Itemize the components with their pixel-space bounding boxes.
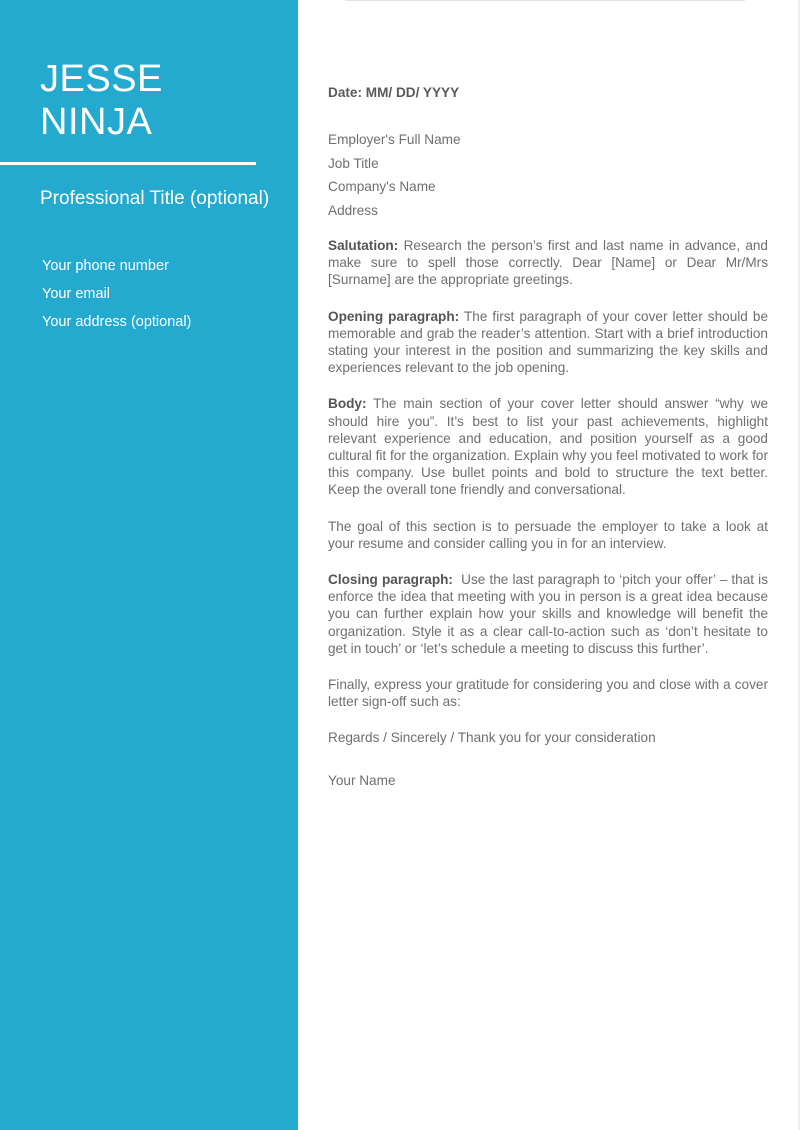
body-paragraph: [328, 395, 768, 498]
contact-info: [42, 256, 191, 340]
your-name-line: Your Name: [328, 772, 396, 788]
contact-phone: Your phone number: [42, 258, 169, 274]
closing-text: Use the last paragraph to ‘pitch your offer’ – that is enforce the idea that meeting with you in person is a great idea because you can further explain how your skills and knowledge will benefit the organization. Style it as a clear call-to-action such as ‘don’t hesitate to get in touch’ or ‘let’s schedule a meeting to discuss this further’.: [328, 572, 768, 656]
applicant-name: [40, 58, 163, 144]
goal-paragraph: The goal of this section is to persuade the employer to take a look at your resume and consider calling you in for an interview.: [328, 518, 768, 551]
salutation-text: Research the person’s first and last name in advance, and make sure to spell those correctly. Dear [Name] or Dear Mr/Mrs [Surname] are the appropriate greetings.: [328, 238, 768, 288]
professional-title: Professional Title (optional): [40, 188, 270, 209]
employer-block: [328, 128, 768, 222]
opening-paragraph: [328, 308, 768, 377]
applicant-first-name: JESSE: [40, 58, 163, 100]
salutation-paragraph: [328, 237, 768, 289]
top-edge-line: [345, 0, 745, 1]
body-text: The main section of your cover letter should answer “why we should hire you”. It’s best to list your past achievements, highlight relevant experience and education, and position yourself as a good cultural fit for the organization. Explain why you feel motivated to work for this company. Use bullet points and bold to structure the text better. Keep the overall tone friendly and conversational.: [328, 396, 769, 498]
finally-paragraph: Finally, express your gratitude for considering you and close with a cover letter sign-off such as:: [328, 677, 768, 710]
employer-address: Address: [328, 202, 378, 218]
closing-paragraph: [328, 571, 768, 657]
closing-label: Closing paragraph:: [328, 572, 453, 588]
employer-full-name: Employer's Full Name: [328, 132, 461, 147]
sidebar-divider: [0, 162, 256, 165]
sidebar: [0, 0, 298, 1130]
employer-company: Company's Name: [328, 179, 436, 194]
signoff-line: Regards / Sincerely / Thank you for your consideration: [328, 730, 656, 746]
salutation-label: Salutation:: [328, 238, 399, 253]
body-label: Body:: [328, 396, 367, 412]
contact-email: Your email: [42, 286, 110, 302]
employer-job-title: Job Title: [328, 155, 379, 171]
applicant-last-name: NINJA: [40, 101, 153, 143]
opening-text: The first paragraph of your cover letter should be memorable and grab the reader’s attention. Start with a brief introduction stating your interest in the position and summarizing the key skills and experiences relevant to the job opening.: [328, 308, 769, 376]
letter-body: [328, 84, 768, 814]
letter-date: Date: MM/ DD/ YYYY: [328, 85, 460, 100]
contact-address: Your address (optional): [42, 314, 192, 330]
opening-label: Opening paragraph:: [328, 308, 460, 324]
